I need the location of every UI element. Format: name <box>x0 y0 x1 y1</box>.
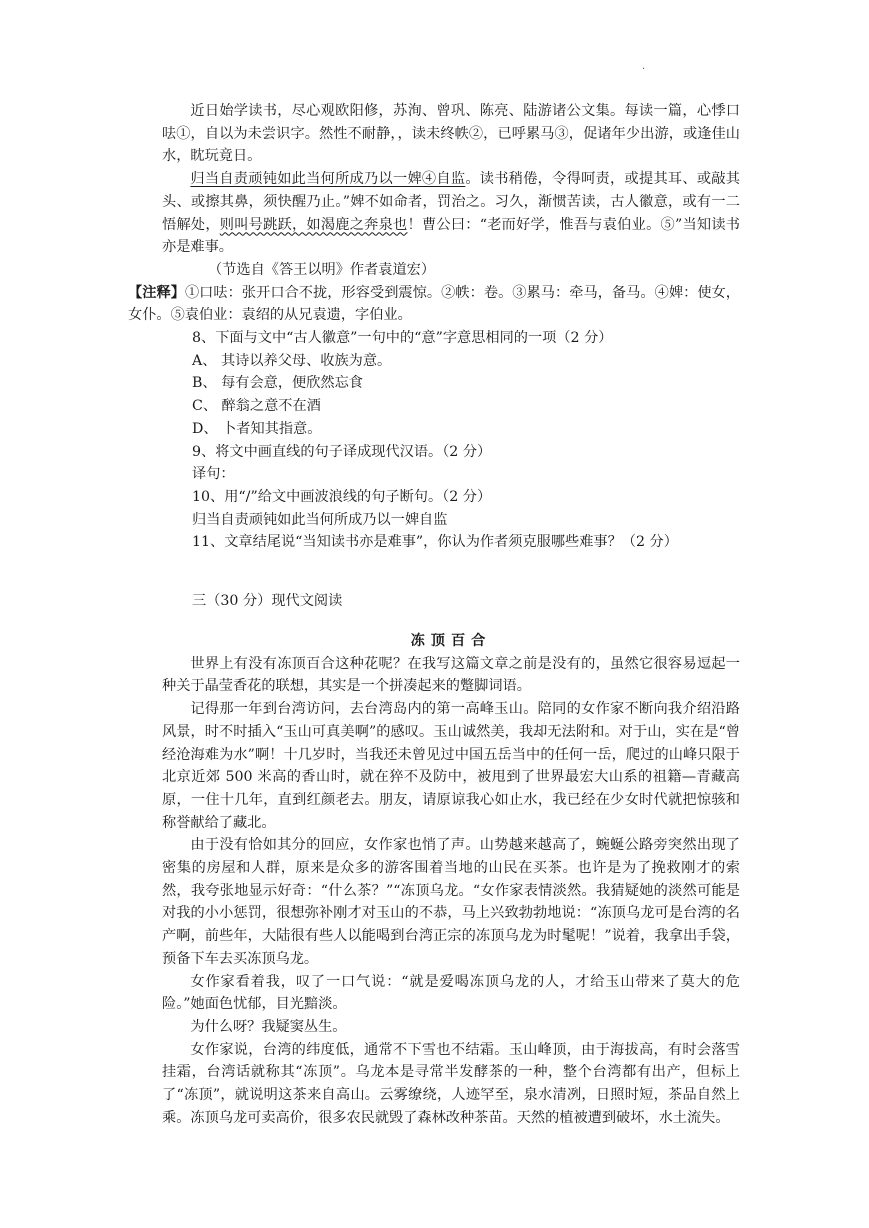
question-9-answer-label: 译句： <box>192 466 235 483</box>
classical-paragraph-1: 近日始学读书，尽心观欧阳修，苏洵、曾巩、陈亮、陆游诸公文集。每读一篇，心悸口呿①，自以为未尝识字。然性不耐静，，读未终帙②，已呼累马③，促诸年少出游，或逢佳山水，眈玩竟日。 <box>162 103 740 165</box>
option-a: A、 其诗以养父母、收族为意。 <box>192 352 392 369</box>
classical-section <box>128 100 740 554</box>
question-11: 11、文章结尾说“当知读书亦是难事”，你认为作者须克服哪些难事？（2 分） <box>192 534 678 551</box>
article-title: 冻顶百合 <box>410 633 492 649</box>
article-paragraph: 女作家看着我，叹了一口气说：“就是爱喝冻顶乌龙的人，才给玉山带来了莫大的危险。”她面色忧郁，目光黯淡。 <box>162 973 740 1013</box>
question-8: 8、下面与文中“古人徽意”一句中的“意”字意思相同的一项（2 分） <box>192 330 613 347</box>
modern-reading-section <box>162 630 740 1129</box>
paragraph-2-text-a: 。读书稍倦，令得呵责，或提其耳、或敲其头、或擦其鼻，须快醒乃止。”婢不如命者，罚治之。习久，渐惯苦读，古人徽意，或有一二悟解处， <box>162 171 740 233</box>
article-paragraph: 女作家说，台湾的纬度低，通常不下雪也不结霜。玉山峰顶，由于海拔高，有时会落雪挂霜，台湾话就称其“冻顶”。乌龙本是寻常半发酵茶的一种，整个台湾都有出产，但标上了“冻顶”，就说明这茶来自高山。云雾缭绕，人迹罕至，泉水清冽，日照时短，茶品自然上乘。冻顶乌龙可卖高价，很多农民就毁了森林改种茶苗。天然的植被遭到破坏，水土流失。 <box>162 1041 740 1126</box>
article-paragraph: 为什么呀？我疑窦丛生。 <box>190 1018 347 1035</box>
question-10: 10、用“/”给文中画波浪线的句子断句。（2 分） <box>192 488 492 505</box>
article-paragraph: 由于没有恰如其分的回应，女作家也悄了声。山势越来越高了，蜿蜒公路旁突然出现了密集的房屋和人群，原来是众多的游客围着当地的山民在买茶。也许是为了挽救刚才的索然，我夸张地显示好奇：“什么茶？”“冻顶乌龙。“女作家表情淡然。我猜疑她的淡然可能是对我的小小惩罚，很想弥补刚才对玉山的不恭，马上兴致勃勃地说：“冻顶乌龙可是台湾的名产啊，前些年，大陆很有些人以能喝到台湾正宗的冻顶乌龙为时髦呢！”说着，我拿出手袋，预备下车去买冻顶乌龙。 <box>162 837 740 967</box>
annotations <box>128 282 740 327</box>
source-note: （节选自《答王以明》作者袁道宏） <box>208 261 436 278</box>
option-c: C、 醉翁之意不在酒 <box>192 398 321 415</box>
article-paragraph: 记得那一年到台湾访问，去台湾岛内的第一高峰玉山。陪同的女作家不断向我介绍沿路风景，时不时插入“玉山可真美啊”的感叹。玉山诚然美，我却无法附和。对于山，实在是“曾经沧海难为水”啊！十几岁时，当我还未曾见过中国五岳当中的任何一岳，爬过的山峰只限于北京近郊 500 米高的香山时，就在猝不及防中，被甩到了世界最宏大山系的祖籍—青藏高原，一住十几年，直到红颜老去。朋友，请原谅我心如止水，我已经在少女时代就把惊骇和称誉献给了藏北。 <box>162 701 740 831</box>
question-10-sentence: 归当自责顽钝如此当何所成乃以一婢自监 <box>192 511 448 528</box>
paragraph-2-text-b: ！曹公曰：“老而好学，惟吾与袁伯业。⑤”当知读书亦是难事。 <box>162 216 740 256</box>
option-b: B、 每有会意，便欣然忘食 <box>192 375 363 392</box>
article-paragraph: 世界上有没有冻顶百合这种花呢？在我写这篇文章之前是没有的，虽然它很容易逗起一种关于晶莹香花的联想，其实是一个拼凑起来的蹩脚词语。 <box>162 655 740 695</box>
header-mark: · <box>642 64 646 75</box>
classical-paragraph-2 <box>162 168 740 259</box>
notes-label: 【注释】 <box>128 284 185 301</box>
question-9: 9、将文中画直线的句子译成现代汉语。（2 分） <box>192 443 492 460</box>
option-d: D、 卜者知其指意。 <box>192 420 322 437</box>
section-3-heading: 三（30 分）现代文阅读 <box>192 593 343 609</box>
notes-text: ①口呿：张开口合不拢，形容受到震惊。②帙：卷。③累马：牵马，备马。④婢：使女，女仆。⑤袁伯业：袁绍的从兄袁遗，字伯业。 <box>128 284 740 324</box>
wavy-underlined-phrase: 则叫号跳跃，如渴鹿之奔泉也 <box>219 216 408 233</box>
underlined-sentence: 归当自责顽钝如此当何所成乃以一婢④自监 <box>190 171 466 188</box>
